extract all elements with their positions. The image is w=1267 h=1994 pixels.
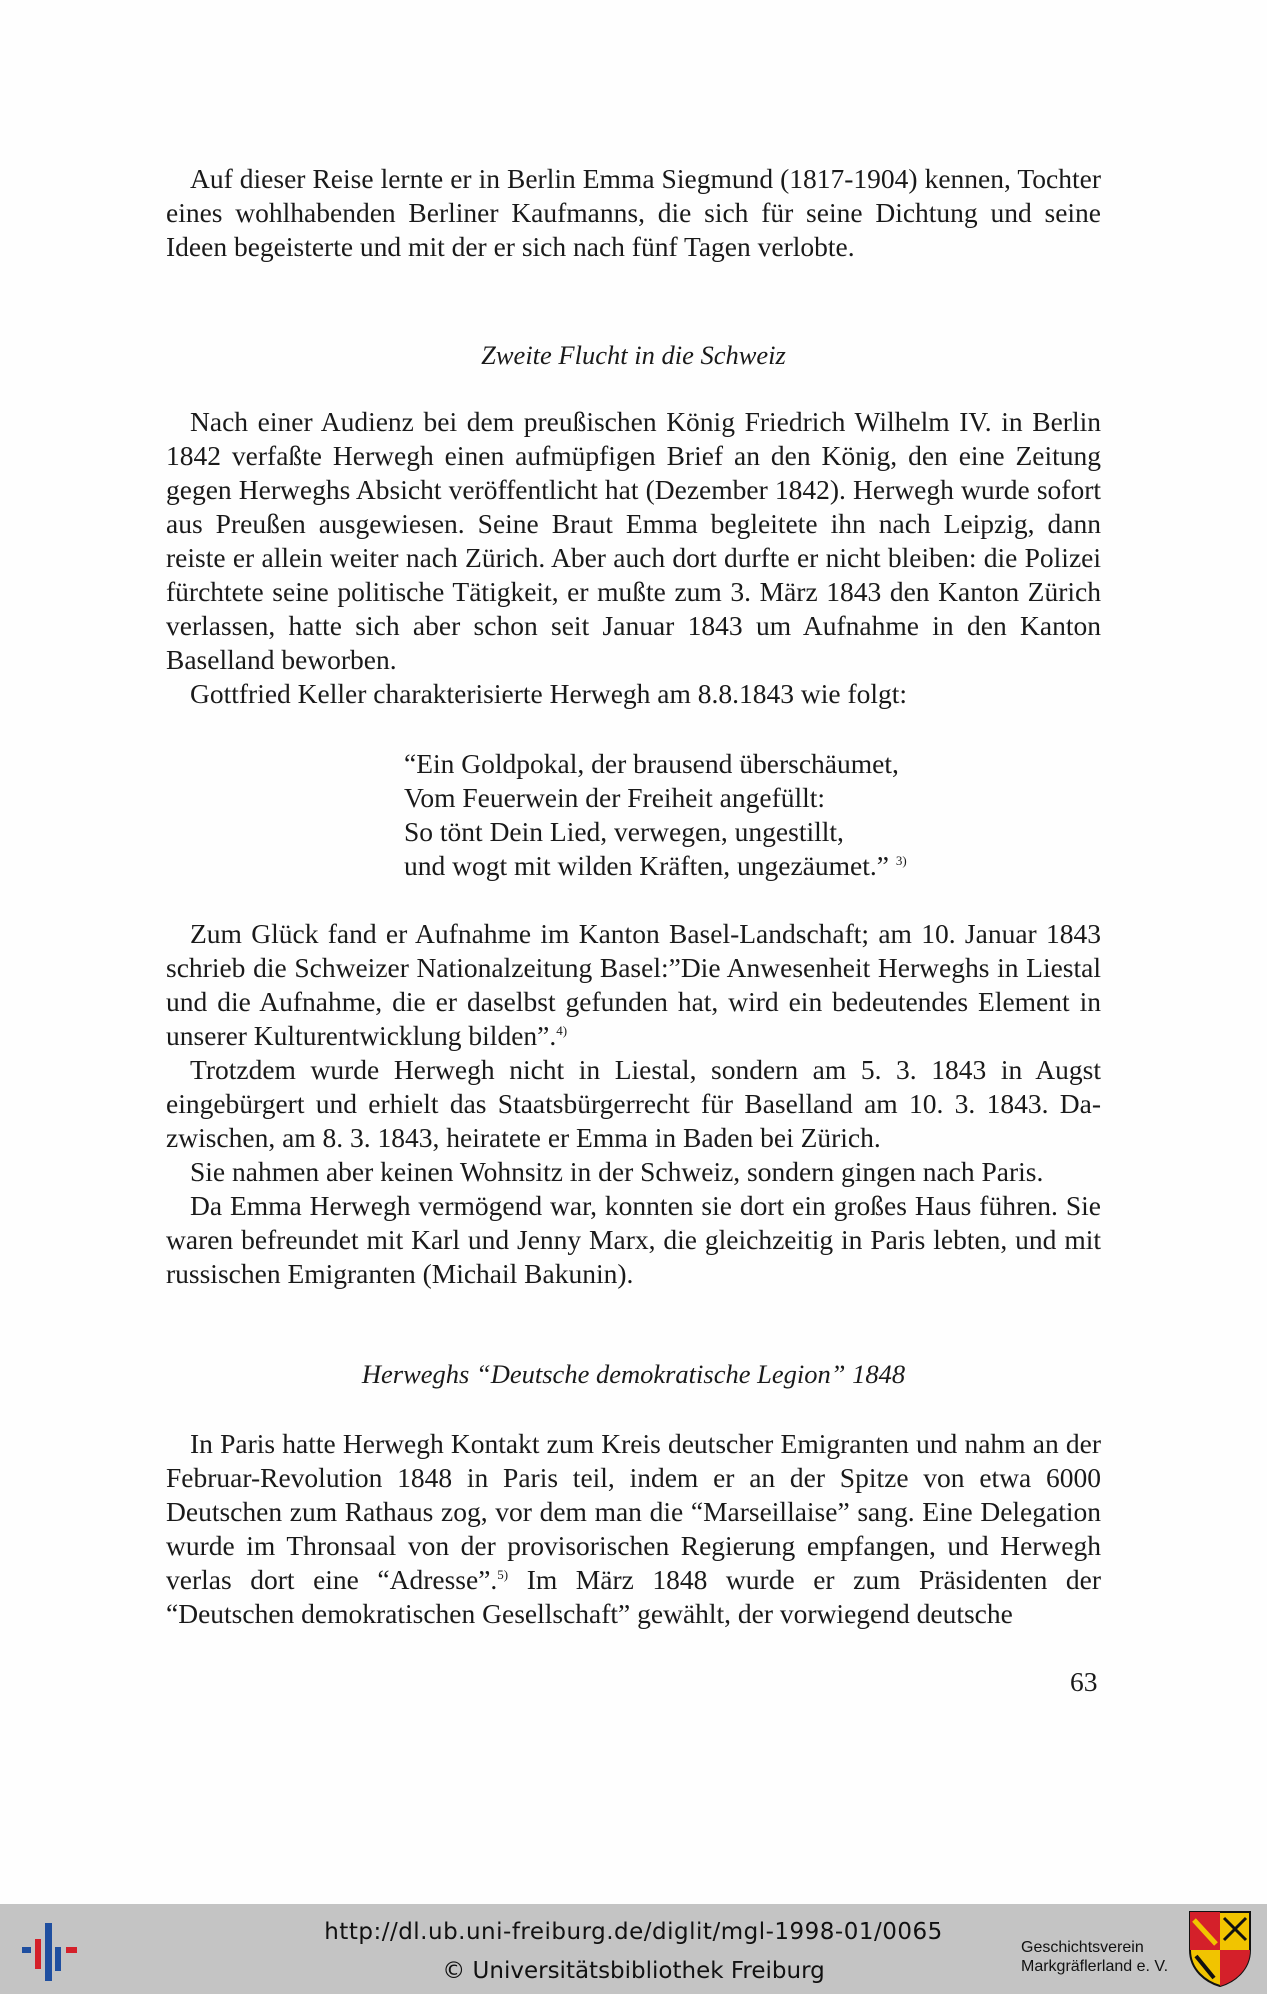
footnote-marker: 3) <box>895 853 907 868</box>
verse-line-last: und wogt mit wilden Kräften, ungezäumet.” $^{3)}$ <box>404 850 907 881</box>
paragraph-8: In Paris hatte Herwegh Kontakt zum Kreis deutscher Emigranten und nahm an der Februar-Revolution 1848 in Paris teil, indem er an der Spitze von etwa 6000 Deutschen zum Rathaus zog, vor dem man die “Marseillaise” sang. Eine Delegation wurde im Thronsaal von der provisorischen Regierung empfangen, und Herwegh verlas dort eine “Adresse”.$^{5)}$ Im März 1848 wurde er zum Präsidenten der “Deutschen demokratischen Gesellschaft” gewählt, der vorwiegend deutsche <box>166 1428 1101 1629</box>
paragraph-1: Auf dieser Reise lernte er in Berlin Emma Siegmund (1817-1904) kennen, Tochter eines wohlhabenden Berliner Kaufmanns, die sich für seine Dichtung und seine Ideen begeisterte und mit der er sich nach fünf Tagen verlobte. <box>166 163 1101 262</box>
verse-line: So tönt Dein Lied, verwegen, ungestillt, <box>404 816 844 847</box>
page-number: 63 <box>1070 1666 1098 1697</box>
organization-name: Geschichtsverein Markgräflerland e. V. <box>1021 1939 1169 1975</box>
copyright-text: © Universitätsbibliothek Freiburg <box>442 1958 825 1984</box>
paragraph-3: Gottfried Keller charakterisierte Herwegh am 8.8.1843 wie folgt: <box>190 678 908 709</box>
paragraph-7: Da Emma Herwegh vermögend war, konnten sie dort ein großes Haus führen. Sie waren befreundet mit Karl und Jenny Marx, die gleichzeitig in Paris lebten, und mit russischen Emigranten (Michail Bakunin). <box>166 1190 1101 1289</box>
verse-quote <box>404 747 907 883</box>
section-heading-legion: Herweghs “Deutsche demokratische Legion” 1848 <box>361 1359 906 1389</box>
paragraph-5: Trotzdem wurde Herwegh nicht in Liestal, sondern am 5. 3. 1843 in Augst eingebürgert und erhielt das Staatsbürgerrecht für Baselland am 10. 3. 1843. Dazwischen, am 8. 3. 1843, heiratete er Emma in Baden bei Zürich. <box>166 1054 1101 1153</box>
paragraph-2: Nach einer Audienz bei dem preußischen König Friedrich Wilhelm IV. in Berlin 1842 verfaßte Herwegh einen aufmüpfigen Brief an den König, den eine Zeitung gegen Herweghs Absicht veröffentlicht hat (Dezember 1842). Herwegh wurde sofort aus Preußen ausgewiesen. Seine Braut Emma begleitete ihn nach Leipzig, dann reiste er allein weiter nach Zürich. Aber auch dort durfte er nicht bleiben: die Polizei fürchtete seine politische Tätigkeit, er mußte zum 3. März 1843 den Kanton Zürich verlassen, hatte sich aber schon seit Januar 1843 um Aufnahme in den Kanton Baselland beworben. <box>166 406 1101 675</box>
section-heading-zweite-flucht: Zweite Flucht in die Schweiz <box>481 340 786 370</box>
paragraph-6: Sie nahmen aber keinen Wohnsitz in der Schweiz, sondern gingen nach Paris. <box>190 1156 1044 1187</box>
footnote-marker: 4) <box>556 1023 568 1038</box>
verse-line: “Ein Goldpokal, der brausend überschäumet, <box>404 748 899 779</box>
coat-of-arms-icon <box>1188 1910 1252 1988</box>
document-url-link[interactable]: http://dl.ub.uni-freiburg.de/diglit/mgl-1998-01/0065 <box>324 1919 943 1945</box>
verse-line: Vom Feuerwein der Freiheit angefüllt: <box>404 782 826 813</box>
paragraph-4: Zum Glück fand er Aufnahme im Kanton Basel-Landschaft; am 10. Januar 1843 schrieb die Schweizer Nationalzeitung Basel:”Die Anwesenheit Herweghs in Liestal und die Aufnahme, die er daselbst gefunden hat, wird ein bedeutendes Element in unserer Kulturentwicklung bilden”.$^{4)}$ <box>166 918 1101 1051</box>
footnote-marker: 5) <box>497 1567 509 1582</box>
